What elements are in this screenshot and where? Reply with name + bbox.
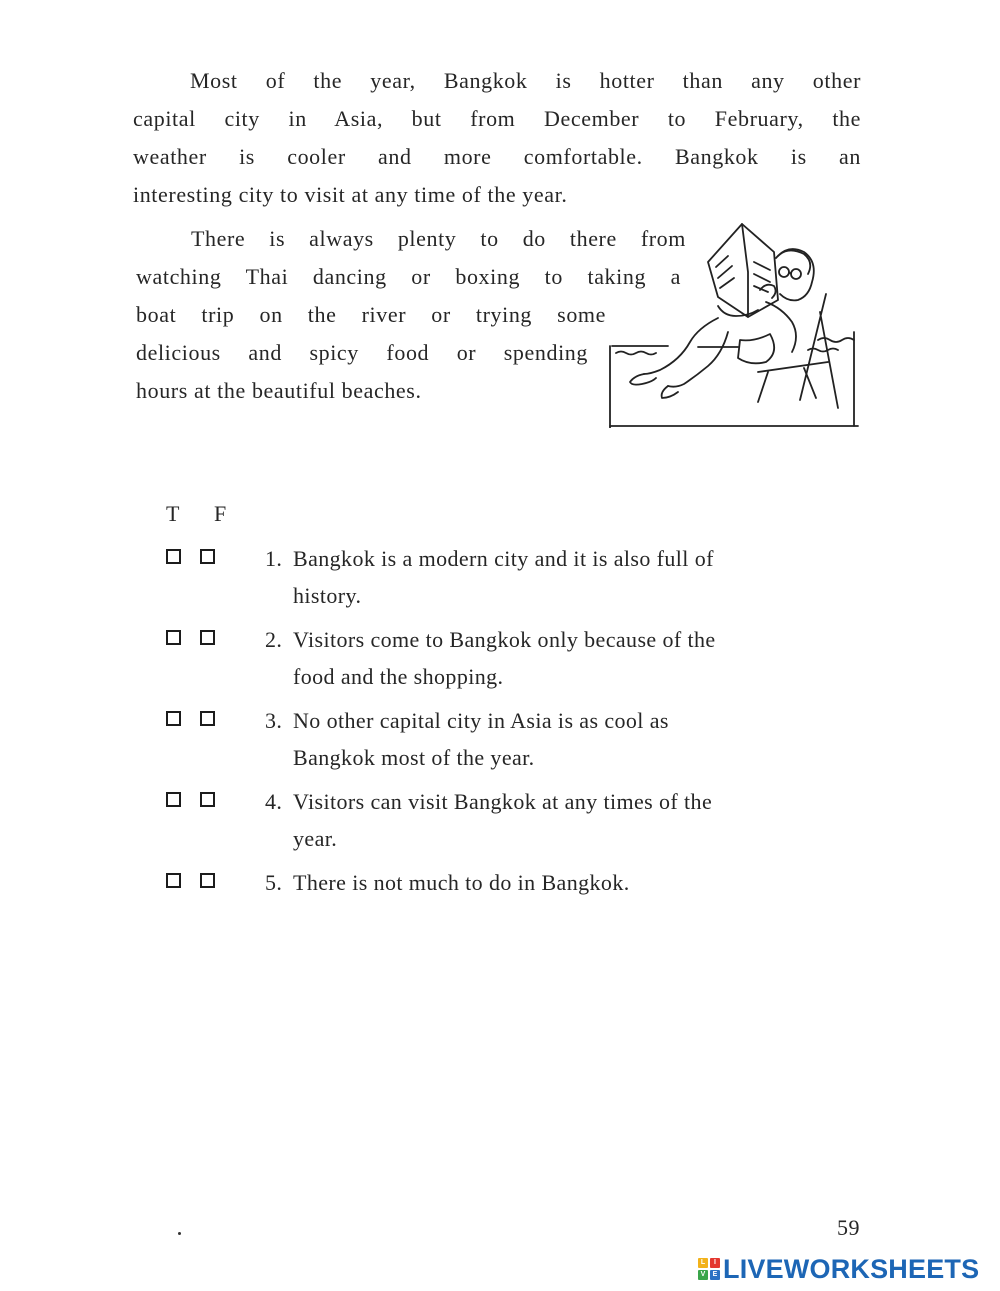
true-checkbox[interactable] xyxy=(166,630,181,645)
question-number: 3. xyxy=(265,708,283,733)
question-list xyxy=(166,540,866,945)
question-line: Visitors can visit Bangkok at any times of the xyxy=(293,789,713,814)
question-item xyxy=(166,783,866,864)
question-item xyxy=(166,864,866,945)
true-checkbox[interactable] xyxy=(166,711,181,726)
question-line: No other capital city in Asia is as cool as xyxy=(293,708,669,733)
page-number: 59 xyxy=(837,1215,860,1240)
logo-letter: L xyxy=(698,1258,708,1268)
question-text xyxy=(265,783,845,857)
passage-line: There is always plenty to do there from xyxy=(191,226,686,251)
question-text xyxy=(265,702,845,776)
true-checkbox[interactable] xyxy=(166,873,181,888)
passage-paragraph-1 xyxy=(133,62,861,214)
passage-line: hours at the beautiful beaches. xyxy=(136,378,422,403)
question-number: 1. xyxy=(265,546,283,571)
question-item xyxy=(166,702,866,783)
logo-letter: V xyxy=(698,1270,708,1280)
passage-line: interesting city to visit at any time of the year. xyxy=(133,182,568,207)
question-number: 4. xyxy=(265,789,283,814)
question-line: Bangkok most of the year. xyxy=(293,745,535,770)
true-checkbox[interactable] xyxy=(166,549,181,564)
question-line: Visitors come to Bangkok only because of the xyxy=(293,627,716,652)
passage-line: boat trip on the river or trying some xyxy=(136,302,606,327)
stray-dot xyxy=(178,1232,181,1235)
true-checkbox[interactable] xyxy=(166,792,181,807)
passage-line: Most of the year, Bangkok is hotter than any other xyxy=(190,68,861,93)
question-line: There is not much to do in Bangkok. xyxy=(293,870,630,895)
logo-letter: E xyxy=(710,1270,720,1280)
true-column-label: T xyxy=(166,501,181,526)
passage-line: capital city in Asia, but from December to February, the xyxy=(133,106,861,131)
passage-line: weather is cooler and more comfortable. Bangkok is an xyxy=(133,144,861,169)
false-checkbox[interactable] xyxy=(200,711,215,726)
false-checkbox[interactable] xyxy=(200,792,215,807)
false-checkbox[interactable] xyxy=(200,873,215,888)
question-text xyxy=(265,621,845,695)
passage-line: watching Thai dancing or boxing to taking a xyxy=(136,264,681,289)
false-checkbox[interactable] xyxy=(200,630,215,645)
question-item xyxy=(166,540,866,621)
question-number: 2. xyxy=(265,627,283,652)
false-column-label: F xyxy=(214,501,228,526)
question-line: Bangkok is a modern city and it is also full of xyxy=(293,546,714,571)
logo-letter: I xyxy=(710,1258,720,1268)
question-text xyxy=(265,864,845,901)
true-false-header xyxy=(166,501,262,527)
question-item xyxy=(166,621,866,702)
brand-name: LIVEWORKSHEETS xyxy=(723,1253,980,1284)
beach-reader-illustration xyxy=(608,222,860,428)
false-checkbox[interactable] xyxy=(200,549,215,564)
passage-line: delicious and spicy food or spending xyxy=(136,340,588,365)
liveworksheets-logo-icon xyxy=(698,1258,720,1280)
question-text xyxy=(265,540,845,614)
question-line: year. xyxy=(293,826,338,851)
liveworksheets-brand xyxy=(698,1253,980,1284)
question-number: 5. xyxy=(265,870,283,895)
question-line: food and the shopping. xyxy=(293,664,504,689)
question-line: history. xyxy=(293,583,362,608)
